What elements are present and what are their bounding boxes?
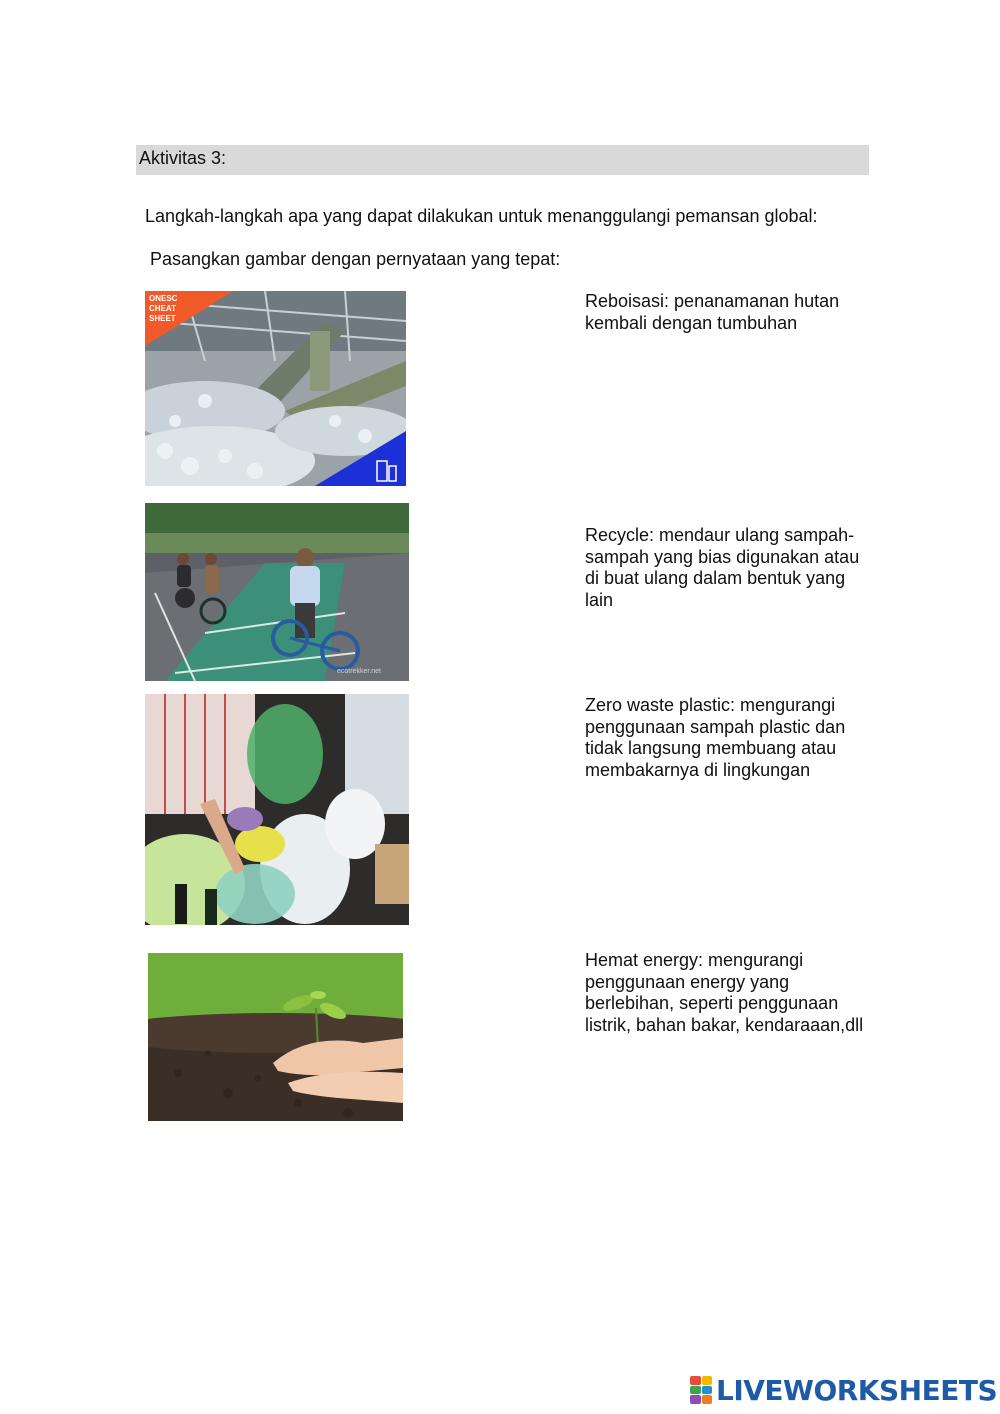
statement-line: kembali dengan tumbuhan bbox=[585, 312, 798, 333]
statement-line: lain bbox=[585, 589, 614, 610]
statement-line: berlebihan, seperti penggunaan bbox=[585, 993, 839, 1013]
badge-line-1: ONESC bbox=[149, 294, 178, 303]
statement-line: di buat ulang dalam bentuk yang bbox=[585, 568, 846, 588]
task-instruction: Pasangkan gambar dengan pernyataan yang tepat: bbox=[150, 249, 561, 269]
activity-title: Aktivitas 3: bbox=[139, 148, 227, 168]
statement-reboisasi bbox=[585, 291, 885, 334]
logo-text: LIVEWORKSHEETS bbox=[716, 1373, 998, 1407]
statement-line: tidak langsung membuang atau bbox=[585, 738, 837, 758]
plastic-waste-image[interactable] bbox=[145, 694, 409, 925]
recycling-facility-image[interactable] bbox=[145, 291, 406, 486]
statement-zero-waste bbox=[585, 695, 885, 781]
statement-line: Hemat energy: mengurangi bbox=[585, 950, 804, 970]
statement-line: membakarnya di lingkungan bbox=[585, 759, 811, 780]
cycling-image[interactable] bbox=[145, 503, 409, 681]
statement-recycle bbox=[585, 525, 885, 611]
badge-line-3: SHEET bbox=[149, 314, 176, 323]
image-watermark: ecotrekker.net bbox=[337, 668, 381, 675]
statement-hemat-energy bbox=[585, 950, 885, 1036]
activity-header-bar bbox=[136, 145, 869, 175]
statement-line: penggunaan sampah plastic dan bbox=[585, 716, 846, 737]
badge-line-2: CHEAT bbox=[149, 304, 176, 313]
planting-image[interactable] bbox=[148, 953, 403, 1121]
statement-line: sampah yang bias digunakan atau bbox=[585, 546, 860, 567]
statement-line: Recycle: mendaur ulang sampah- bbox=[585, 525, 855, 545]
statement-line: Reboisasi: penanamanan hutan bbox=[585, 291, 840, 311]
liveworksheets-logo[interactable] bbox=[690, 1372, 997, 1408]
badge-text bbox=[149, 294, 178, 323]
statement-line: penggunaan energy yang bbox=[585, 971, 790, 992]
statement-line: Zero waste plastic: mengurangi bbox=[585, 695, 836, 715]
statement-line: listrik, bahan bakar, kendaraaan,dll bbox=[585, 1014, 864, 1035]
question-text: Langkah-langkah apa yang dapat dilakukan untuk menanggulangi pemansan global: bbox=[145, 206, 818, 226]
logo-mark-icon bbox=[690, 1376, 712, 1404]
